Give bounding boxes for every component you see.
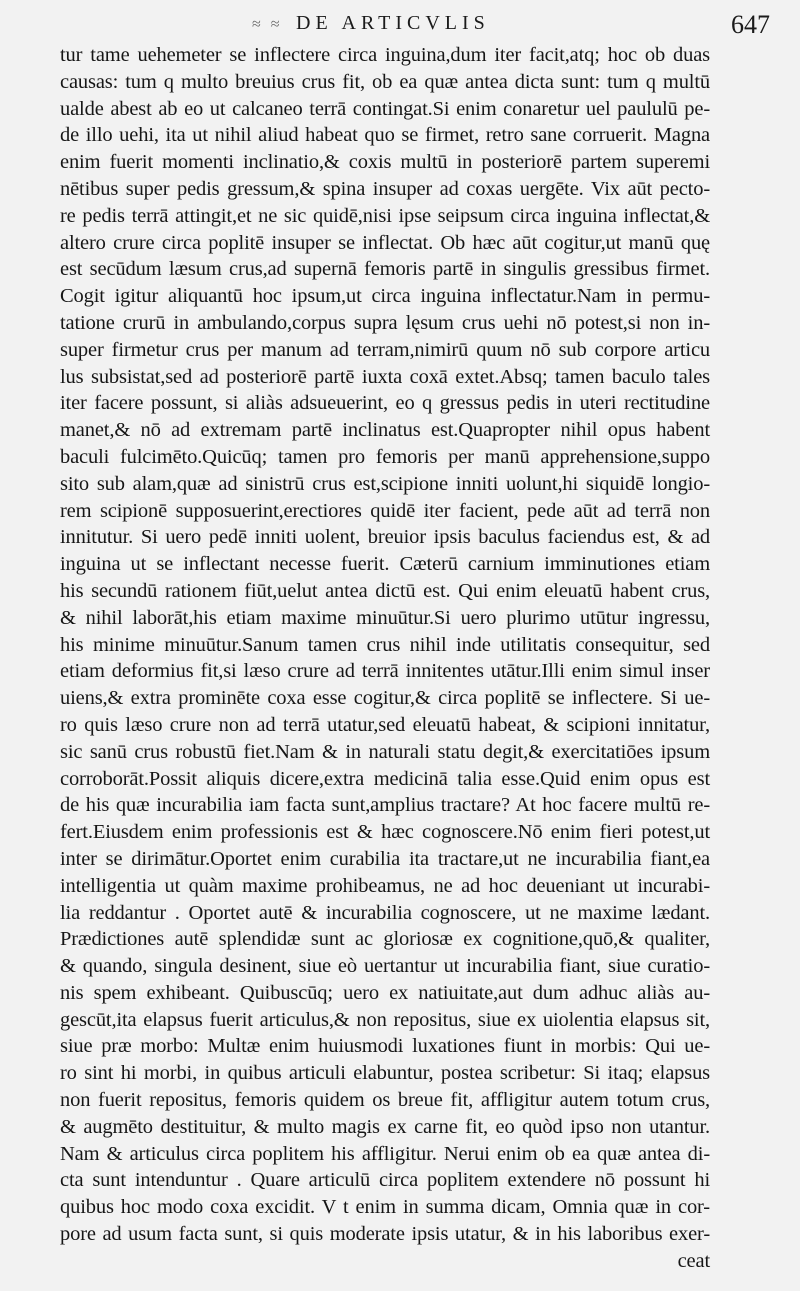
text-line: ro quis læso crure non ad terrā utatur,sed eleuatū habeat, & scipioni innitatur,	[60, 713, 710, 736]
header-ornament: ≈ ≈	[252, 16, 283, 33]
text-line: Prædictiones autē splendidæ sunt ac gloriosæ ex cognitione,quō,& qualiter,	[60, 928, 710, 951]
page-number: 647	[731, 10, 770, 39]
text-line: sito sub alam,quæ ad sinistrū crus est,scipione inniti uolunt,hi siquidē longio-	[60, 472, 710, 495]
text-line: tatione crurū in ambulando,corpus supra lęsum crus uehi nō potest,si non in-	[60, 311, 710, 334]
catchword: ceat	[677, 1249, 710, 1272]
text-line: & augmēto destituitur, & multo magis ex carne fit, eo quòd ipso non utantur.	[60, 1115, 710, 1138]
text-line: nētibus super pedis gressum,& spina insuper ad coxas uergēte. Vix aūt pecto-	[60, 177, 710, 200]
text-line: iter facere possunt, si aliàs adsueuerint, eo q gressus pedis in uteri rectitudine	[60, 392, 710, 415]
text-line: innitutur. Si uero pedē inniti uolent, breuior ipsis baculus faciendus est, & ad	[60, 526, 710, 549]
text-line: lus subsistat,sed ad posteriorē partē iuxta coxā extet.Absq; tamen baculo tales	[60, 365, 710, 388]
text-line: Nam & articulus circa poplitem his affligitur. Nerui enim ob ea quæ antea di-	[60, 1142, 710, 1165]
text-line: enim fuerit momenti inclinatio,& coxis multū in posteriorē partem superemi	[60, 151, 710, 174]
text-line: ualde abest ab eo ut calcaneo terrā contingat.Si enim conaretur uel paululū pe-	[60, 97, 710, 120]
text-line: altero crure circa poplitē insuper se inflectat. Ob hæc aūt cogitur,ut manū quę	[60, 231, 710, 254]
text-line: quibus hoc modo coxa excidit. V t enim in summa dicam, Omnia quæ in cor-	[60, 1196, 710, 1219]
text-line: super firmetur crus per manum ad terram,nimirū quum nō sub corpore articu	[60, 338, 710, 361]
text-line: pore ad usum facta sunt, si quis moderate ipsis utatur, & in his laboribus exer-	[60, 1223, 710, 1246]
text-line: lia reddantur . Oportet autē & incurabilia cognoscere, ut ne maxime lædant.	[60, 901, 710, 924]
text-line: rem scipionē supposuerint,erectiores quidē iter facient, pede aūt ad terrā non	[60, 499, 710, 522]
text-line: corroborāt.Possit aliquis dicere,extra medicinā talia esse.Quid enim opus est	[60, 767, 710, 790]
text-line: Cogit igitur aliquantū hoc ipsum,ut circa inguina inflectatur.Nam in permu-	[60, 285, 710, 308]
text-line: tur tame uehemeter se inflectere circa inguina,dum iter facit,atq; hoc ob duas	[60, 44, 710, 66]
text-line: nis spem exhibeant. Quibuscūq; uero ex natiuitate,aut dum adhuc aliàs au-	[60, 981, 710, 1004]
text-line: manet,& nō ad extremam partē inclinatus est.Quapropter nihil opus habent	[60, 419, 710, 442]
text-line: non fuerit repositus, femoris quidem os breue fit, affligitur autem totum crus,	[60, 1089, 710, 1112]
text-line: etiam deformius fit,si læso crure ad terrā innitentes utātur.Illi enim simul inser	[60, 660, 710, 683]
text-line: his secundū rationem fiūt,uelut antea dictū est. Qui enim eleuatū habent crus,	[60, 579, 710, 602]
page-header	[0, 8, 800, 38]
text-line: re pedis terrā attingit,et ne sic quidē,nisi ipse seipsum circa inguina inflectat,&	[60, 204, 710, 227]
text-line: inter se dirimātur.Oportet enim curabilia ita tractare,ut ne incurabilia fiant,ea	[60, 847, 710, 870]
body-text	[60, 42, 710, 1275]
text-line: cta sunt intenduntur . Quare articulū circa poplitem extendere nō possunt hi	[60, 1169, 710, 1192]
running-title: DE ARTICVLIS	[296, 12, 490, 34]
text-line: inguina ut se inflectant necesse fuerit. Cæterū carnium imminutiones etiam	[60, 553, 710, 576]
text-line: est secūdum læsum crus,ad supernā femoris partē in singulis gressibus firmet.	[60, 258, 710, 281]
text-line: intelligentia ut quàm maxime prohibeamus, ne ad hoc deueniant ut incurabi-	[60, 874, 710, 897]
text-line: baculi fulcimēto.Quicūq; tamen pro femoris per manū apprehensione,suppo	[60, 445, 710, 468]
text-line: fert.Eiusdem enim professionis est & hæc cognoscere.Nō enim fieri potest,ut	[60, 821, 710, 844]
text-line: causas: tum q multo breuius crus fit, ob ea quæ antea dicta sunt: tum q multū	[60, 70, 710, 93]
text-line: uiens,& extra prominēte coxa esse cogitur,& circa poplitē se inflectere. Si ue-	[60, 687, 710, 710]
text-line: ro sint hi morbi, in quibus articuli elabuntur, postea scribetur: Si itaq; elapsus	[60, 1062, 710, 1085]
text-line: de illo uehi, ita ut nihil aliud habeat quo se firmet, retro sane corruerit. Magna	[60, 124, 710, 147]
text-line: & quando, singula desinent, siue eò uertantur ut incurabilia fiant, siue curatio-	[60, 955, 710, 978]
text-line: sic sanū crus robustū fiet.Nam & in naturali statu degit,& exercitatiōes ipsum	[60, 740, 710, 763]
text-line: siue præ morbo: Multæ enim huiusmodi luxationes fiunt in morbis: Qui ue-	[60, 1035, 710, 1058]
text-line: de his quæ incurabilia iam facta sunt,amplius tractare? At hoc facere multū re-	[60, 794, 710, 817]
text-line: & nihil laborāt,his etiam maxime minuūtur.Si uero plurimo utūtur ingressu,	[60, 606, 710, 629]
text-line: his minime minuūtur.Sanum tamen crus nihil inde utilitatis consequitur, sed	[60, 633, 710, 656]
text-line: gescūt,ita elapsus fuerit articulus,& non repositus, siue ex uiolentia elapsus sit,	[60, 1008, 710, 1031]
